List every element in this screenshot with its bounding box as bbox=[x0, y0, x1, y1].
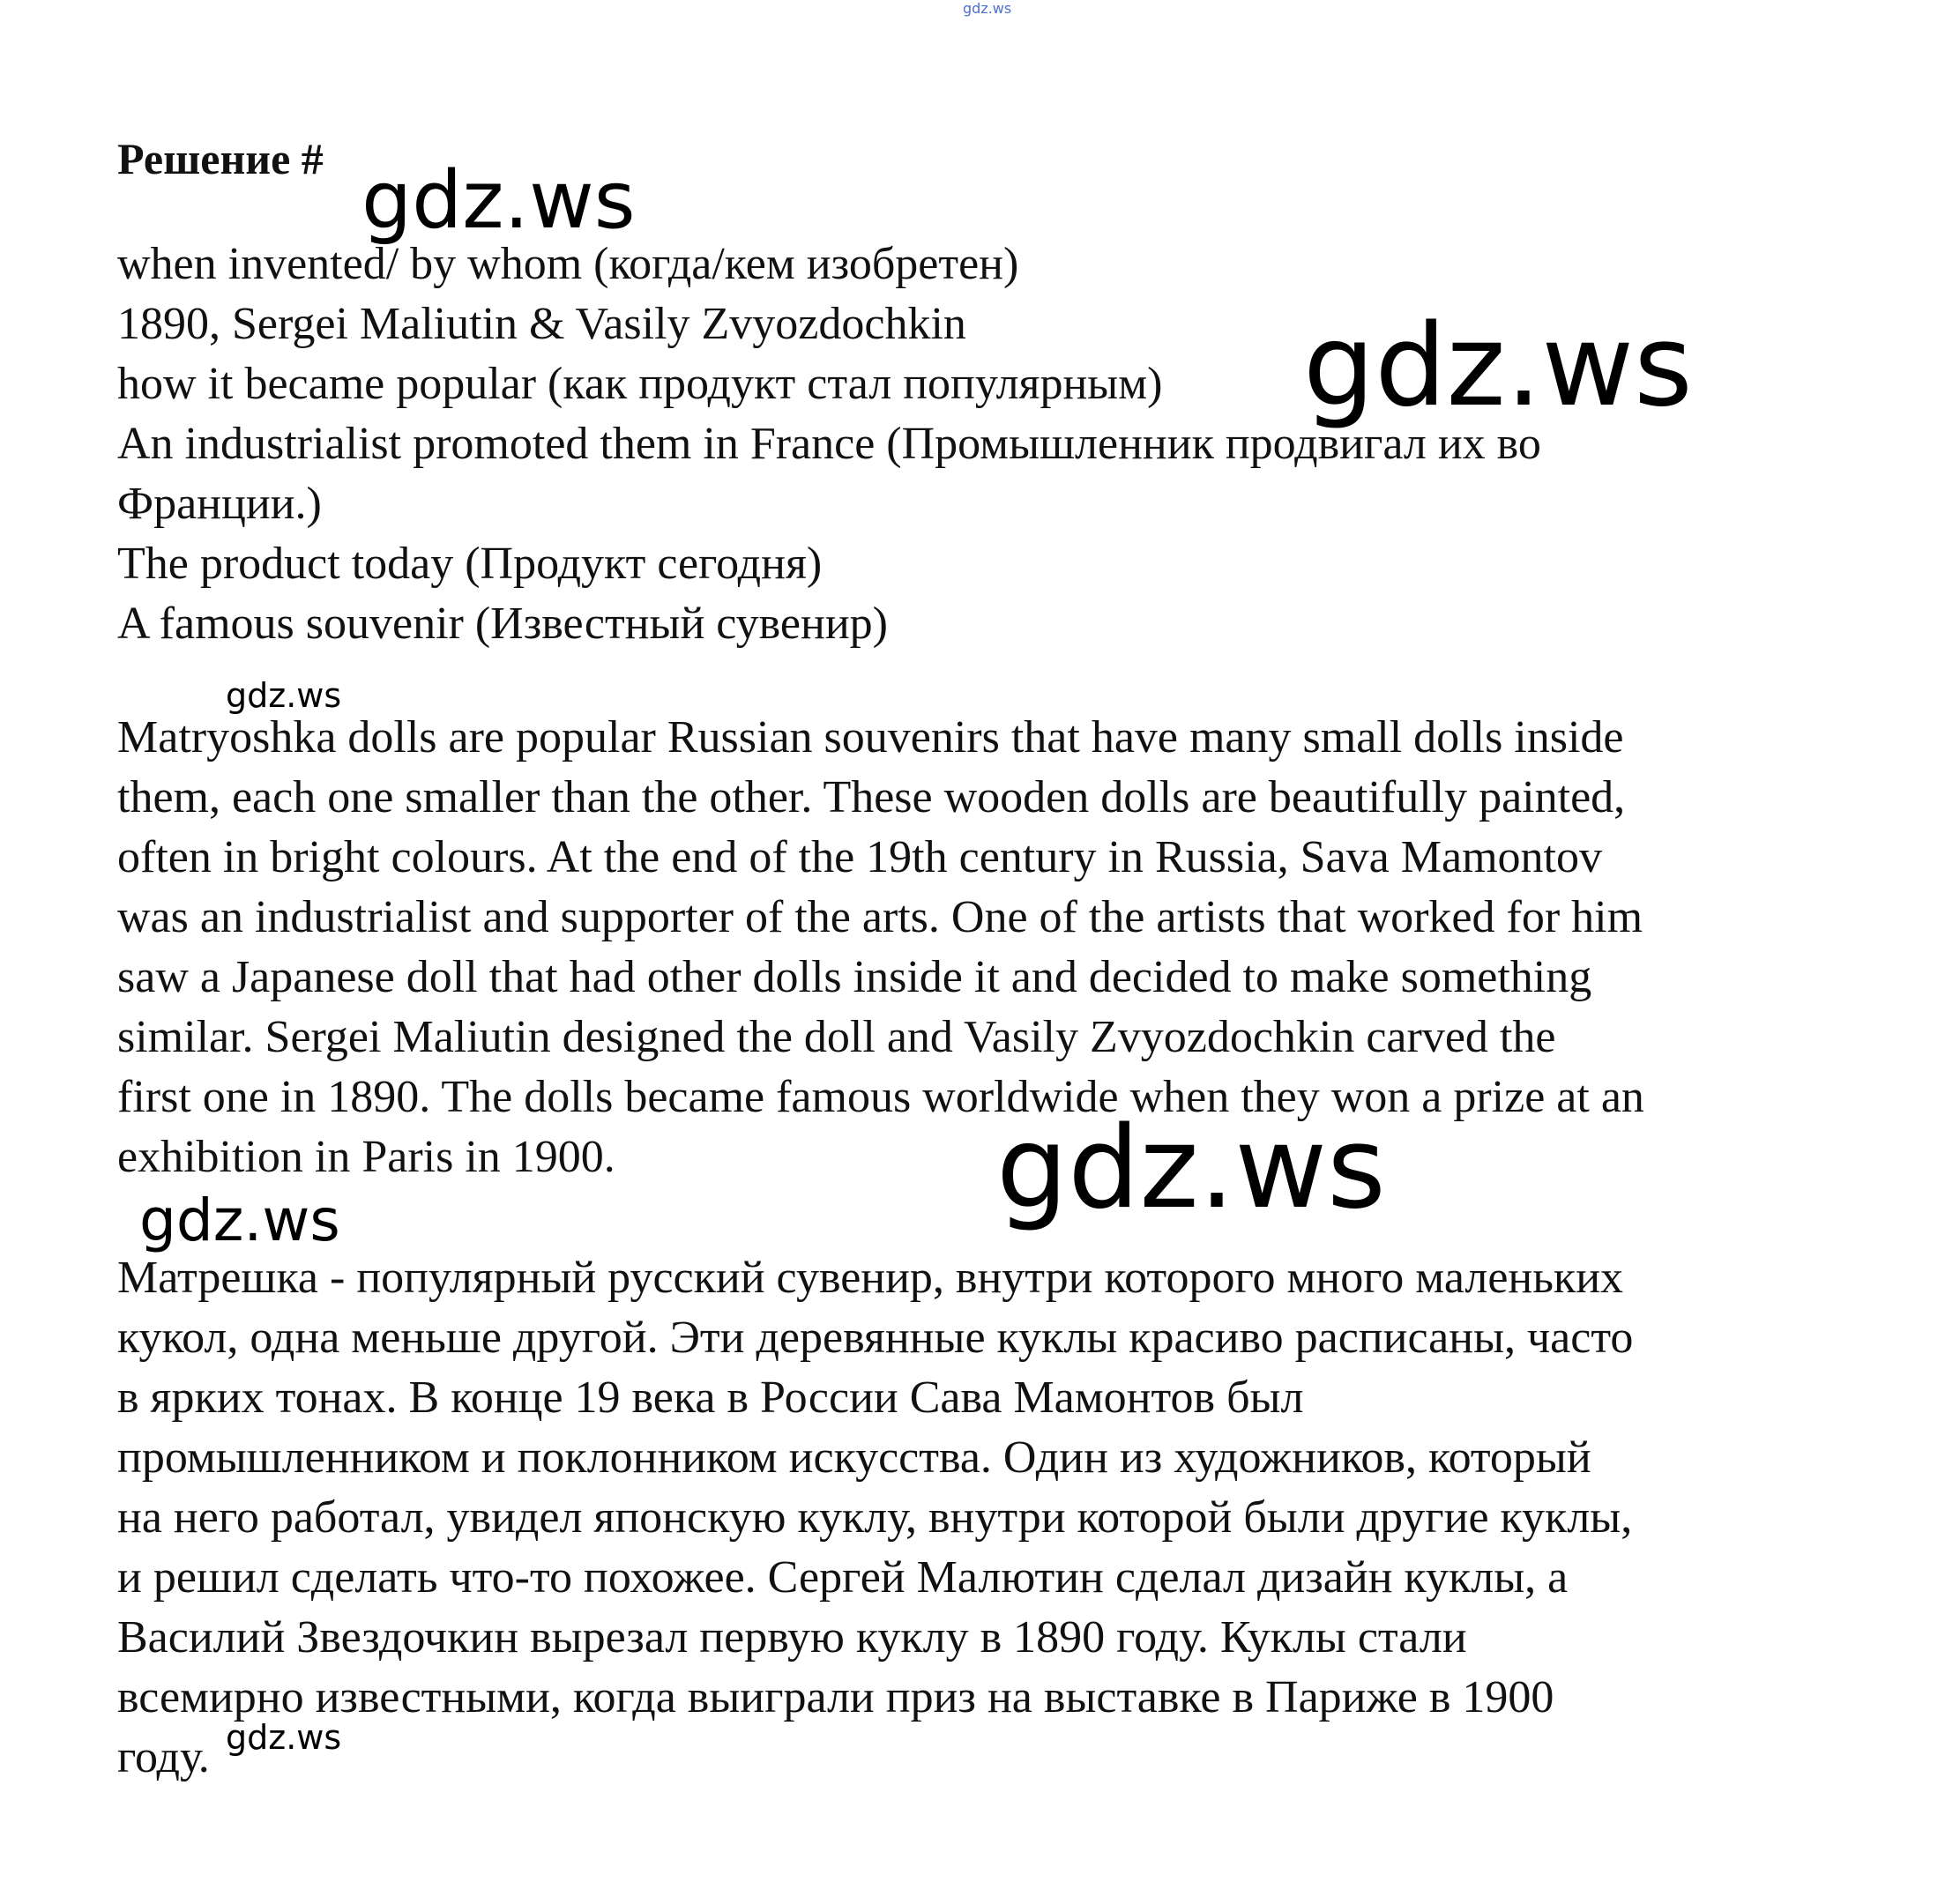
summary-line: when invented/ by whom (когда/кем изобретен) bbox=[117, 239, 1019, 289]
summary-line: Франции.) bbox=[117, 479, 322, 529]
watermark: gdz.ws bbox=[226, 1718, 342, 1757]
paragraph-line: и решил сделать что-то похожее. Сергей Малютин сделал дизайн куклы, а bbox=[117, 1552, 1569, 1603]
watermark: gdz.ws bbox=[1303, 301, 1693, 432]
paragraph-line: exhibition in Paris in 1900. bbox=[117, 1132, 615, 1182]
summary-block bbox=[117, 234, 1881, 654]
summary-line: An industrialist promoted them in France (Промышленник продвигал их во bbox=[117, 419, 1541, 469]
summary-line: 1890, Sergei Maliutin & Vasily Zvyozdochkin bbox=[117, 299, 966, 349]
paragraph-line: промышленником и поклонником искусства. Один из художников, который bbox=[117, 1432, 1591, 1483]
paragraph-line: кукол, одна меньше другой. Эти деревянные куклы красиво расписаны, часто bbox=[117, 1313, 1634, 1363]
watermark: gdz.ws bbox=[361, 154, 636, 247]
paragraph-line: Matryoshka dolls are popular Russian souvenirs that have many small dolls inside bbox=[117, 712, 1624, 762]
paragraph-line: Василий Звездочкин вырезал первую куклу в 1890 году. Куклы стали bbox=[117, 1612, 1467, 1663]
paragraph-line: saw a Japanese doll that had other dolls inside it and decided to make something bbox=[117, 952, 1592, 1002]
paragraph-line: году. bbox=[117, 1732, 210, 1782]
paragraph-line: на него работал, увидел японскую куклу, внутри которой были другие куклы, bbox=[117, 1492, 1633, 1543]
summary-line: how it became popular (как продукт стал популярным) bbox=[117, 359, 1163, 409]
paragraph-line: first one in 1890. The dolls became famous worldwide when they won a prize at an bbox=[117, 1072, 1644, 1122]
russian-paragraph bbox=[117, 1248, 1881, 1788]
paragraph-line: в ярких тонах. В конце 19 века в России Сава Мамонтов был bbox=[117, 1372, 1304, 1423]
summary-line: A famous souvenir (Известный сувенир) bbox=[117, 599, 888, 649]
watermark: gdz.ws bbox=[226, 676, 342, 715]
solution-heading: Решение # bbox=[117, 134, 324, 183]
paragraph-line: всемирно известными, когда выиграли приз на выставке в Париже в 1900 bbox=[117, 1672, 1554, 1722]
paragraph-line: often in bright colours. At the end of the 19th century in Russia, Sava Mamontov bbox=[117, 832, 1602, 882]
paragraph-line: Матрешка - популярный русский сувенир, внутри которого много маленьких bbox=[117, 1253, 1624, 1303]
watermark: gdz.ws bbox=[139, 1186, 340, 1254]
paragraph-line: similar. Sergei Maliutin designed the doll and Vasily Zvyozdochkin carved the bbox=[117, 1012, 1556, 1062]
paragraph-line: was an industrialist and supporter of the arts. One of the artists that worked for him bbox=[117, 892, 1643, 942]
summary-line: The product today (Продукт сегодня) bbox=[117, 539, 823, 589]
paragraph-line: them, each one smaller than the other. These wooden dolls are beautifully painted, bbox=[117, 772, 1626, 822]
watermark: gdz.ws bbox=[996, 1103, 1386, 1234]
watermark-tiny: gdz.ws bbox=[963, 0, 1012, 17]
